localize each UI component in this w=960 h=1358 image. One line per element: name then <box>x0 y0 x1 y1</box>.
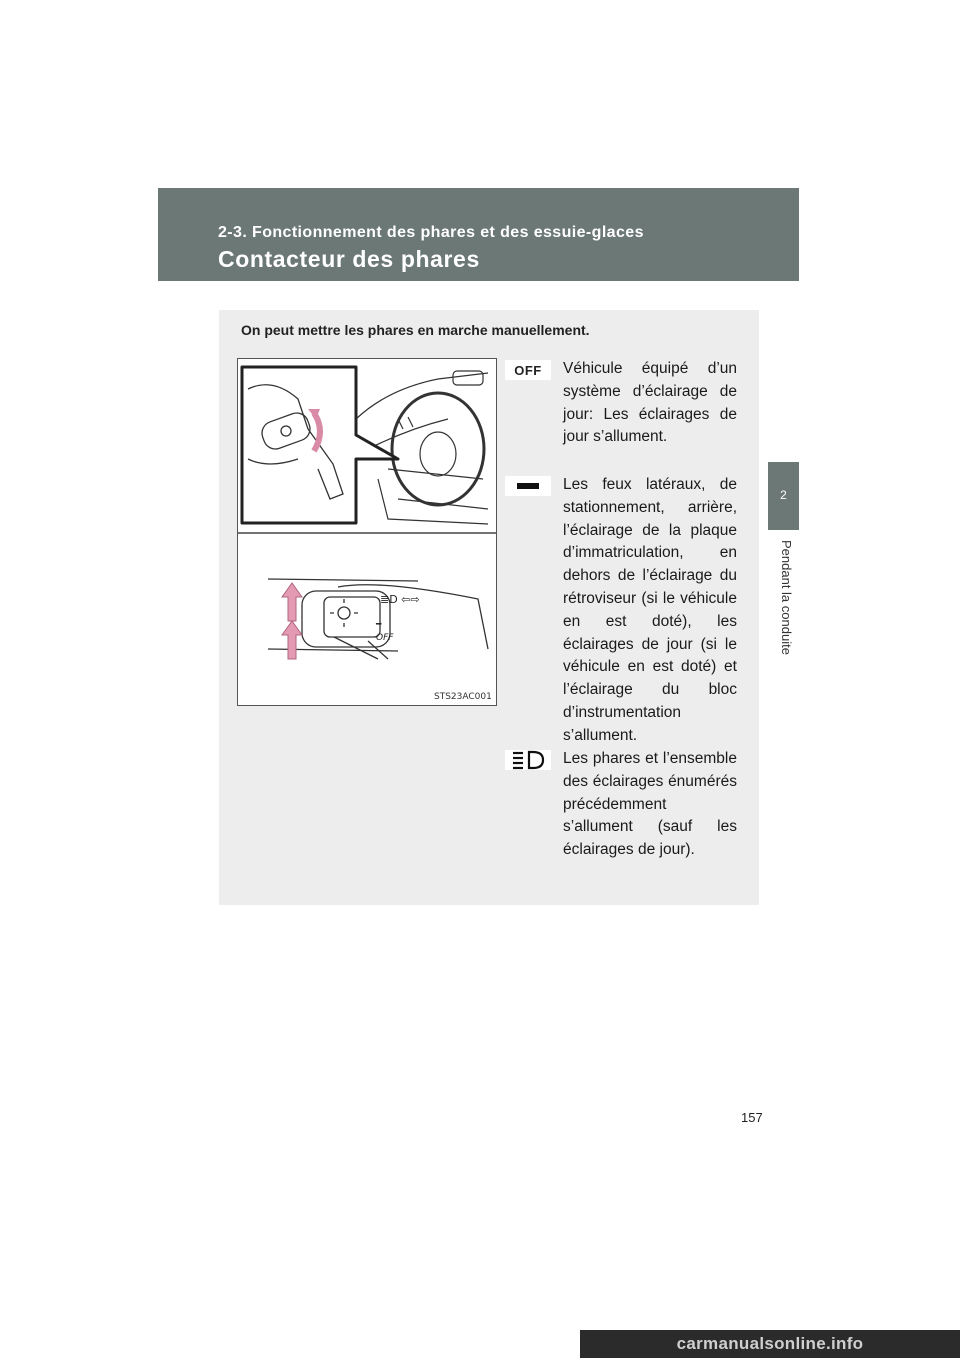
page-number: 157 <box>741 1110 763 1125</box>
chapter-label: Pendant la conduite <box>779 540 794 655</box>
item-text: Véhicule équipé d’un système d’éclairage de jour: Les éclairages de jour s’allument. <box>563 360 737 446</box>
item-text: Les feux latéraux, de stationnement, arrière, l’éclairage de la plaque d’immatriculation, en dehors de l’éclairage du rétroviseur (si le véhicule en est doté), les éclairages de jour (si le véhicule en est doté) et l’éclairage du bloc d’instrumentation s’allument. <box>563 476 737 744</box>
page-title: Contacteur des phares <box>218 246 480 272</box>
headlight-icon <box>505 750 551 770</box>
chapter-number: 2 <box>780 488 787 502</box>
illustration-drawing <box>238 359 496 705</box>
intro-text: On peut mettre les phares en marche manuellement. <box>241 322 590 338</box>
up-arrow-2 <box>282 621 302 659</box>
off-label: OFF <box>505 360 551 380</box>
switch-off-label: OFF <box>376 633 394 643</box>
up-arrow-1 <box>282 583 302 621</box>
watermark[interactable]: carmanualsonline.info <box>580 1330 960 1358</box>
item-text: Les phares et l’ensemble des éclairages énumérés précédemment s’allument (sauf les éclairages de jour). <box>563 750 737 859</box>
illustration-code: STS23AC001 <box>434 692 492 702</box>
chapter-tab[interactable] <box>768 462 799 530</box>
side-lights-icon <box>505 476 551 496</box>
section-title: 2-3. Fonctionnement des phares et des essuie-glaces <box>218 224 644 241</box>
svg-text:━: ━ <box>376 620 382 630</box>
headlight-switch-illustration <box>237 358 497 706</box>
svg-text:≣D ⇦⇨: ≣D ⇦⇨ <box>380 593 420 606</box>
section-header <box>158 188 799 281</box>
content-panel <box>219 310 759 905</box>
